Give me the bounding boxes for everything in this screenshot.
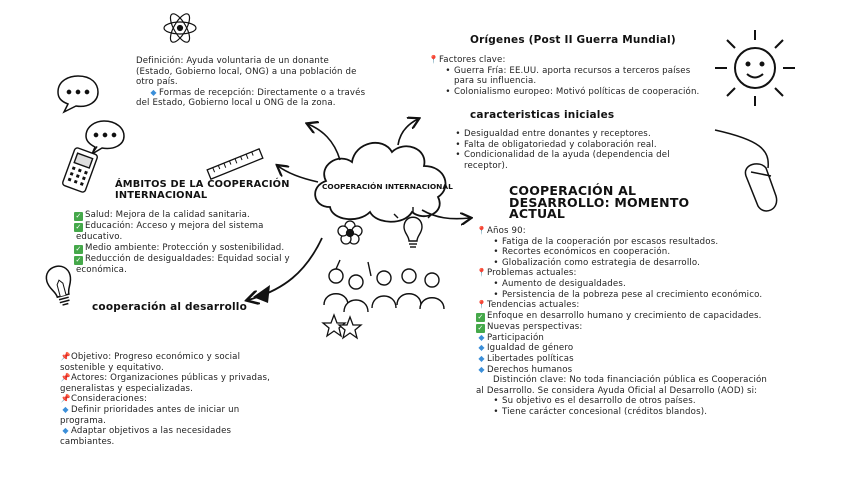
bullet-icon: •: [455, 129, 461, 139]
check-icon: ✓: [75, 255, 82, 264]
speech-bubble-icon: [58, 76, 124, 154]
diamond-icon: ◆: [62, 426, 69, 436]
check-icon: ✓: [477, 312, 484, 321]
star-icon: [323, 315, 361, 338]
bullet-icon: •: [493, 406, 499, 417]
diamond-icon: ◆: [478, 332, 485, 342]
definition-line: del Estado, Gobierno local u ONG de la zona.: [136, 98, 336, 109]
pin-icon: 📍: [476, 268, 487, 278]
atom-icon: [164, 11, 196, 45]
diamond-icon: ◆: [478, 364, 485, 374]
check-icon: ✓: [75, 244, 82, 253]
lightbulb-icon: [44, 264, 77, 308]
development-title: cooperación al desarrollo: [92, 301, 248, 313]
pin-icon: 📍: [476, 226, 487, 235]
development-block: 📌Objetivo: Progreso económico y social sostenible y equitativo. 📌Actores: Organizaciones públicas y privadas, generalistas y especializadas. 📌Consideraciones: ◆ Definir prioridades antes de iniciar un programa. ◆ Adaptar objetivos a las necesidades cambiantes.: [60, 352, 271, 447]
areas-title: ÁMBITOS DE LA COOPERACIÓN INTERNACIONAL: [115, 179, 290, 201]
pin-icon: 📍: [476, 300, 487, 310]
initial-title: caracteristicas iniciales: [470, 109, 615, 121]
definition-line: otro país.: [136, 77, 178, 88]
pin-icon: 📍: [428, 55, 439, 64]
check-icon: ✓: [75, 212, 82, 220]
people-icon: [324, 260, 444, 312]
bullet-icon: •: [445, 65, 451, 76]
ruler-icon: [207, 149, 263, 179]
pushpin-icon: 📌: [60, 352, 71, 361]
pennant-icon: [253, 285, 270, 303]
definition-line: Definición: Ayuda voluntaria de un donante: [136, 56, 329, 66]
bullet-icon: •: [493, 247, 499, 258]
flower-icon: [338, 221, 362, 244]
origins-title: Orígenes (Post II Guerra Mundial): [470, 34, 676, 46]
check-icon: ✓: [477, 323, 484, 332]
current-block: 📍Años 90: • Fatiga de la cooperación por escasos resultados. • Recortes económicos en cooperación. • Globalización como estrategia de desarrollo. 📍Problemas actuales: • Aumento de desigualdades. • Persistencia de la pobreza pese al crecimiento económico. 📍Tendencias actuales: ✓ Enfoque en desarrollo humano y crecimiento de capacidades. ✓ Nuevas perspectivas: ◆ Participación ◆ Igualdad de género ◆ Libertades políticas ◆ Derechos humanos Distinción clave: No toda financiación pública es Cooperación al Desarrollo. Se considera Ayuda Oficial al Desarrollo (AOD) si: • Su objetivo es el desarrollo de otros países. • Tiene carácter concesional (créditos blandos).: [476, 226, 767, 417]
bullet-icon: •: [445, 86, 451, 97]
initial-block: • Desigualdad entre donantes y receptores. • Falta de obligatoriedad y colaboración real. • Condicionalidad de la ayuda (dependencia del receptor).: [452, 129, 670, 171]
bullet-icon: •: [493, 278, 499, 289]
bullet-icon: •: [493, 236, 499, 247]
sun-icon: [715, 30, 795, 106]
bullet-icon: •: [455, 150, 461, 161]
origins-factors: Factores clave:: [439, 55, 506, 65]
diamond-icon: ◆: [478, 353, 485, 363]
definition-line: ◆ Formas de recepción: Directamente o a través: [136, 88, 365, 99]
pushpin-icon: 📌: [60, 394, 71, 404]
bullet-icon: •: [493, 396, 499, 407]
current-title: COOPERACIÓN AL DESARROLLO: MOMENTO ACTUAL: [509, 183, 690, 221]
arrow-to-definition: [308, 124, 340, 160]
definition-block: [136, 56, 365, 109]
mouse-icon: [715, 130, 777, 211]
areas-block: ✓ Salud: Mejora de la calidad sanitaria. ✓ Educación: Acceso y mejora del sistema educativo. ✓ Medio ambiente: Protección y sostenibilidad. ✓ Reducción de desigualdades: Equidad social y económica.: [75, 210, 290, 275]
center-title: COOPERACIÓN INTERNACIONAL: [322, 182, 453, 191]
pushpin-icon: 📌: [60, 373, 71, 383]
diamond-icon: ◆: [478, 343, 485, 353]
check-icon: ✓: [75, 223, 82, 231]
definition-line: (Estado, Gobierno local, ONG) a una población de: [136, 66, 357, 77]
bullet-icon: •: [493, 289, 499, 300]
origins-block: 📍Factores clave: • Guerra Fría: EE.UU. aporta recursos a terceros países para su influencia. • Colonialismo europeo: Motivó políticas de cooperación.: [428, 55, 700, 97]
bullet-icon: •: [493, 257, 499, 268]
arrow-to-origins: [398, 119, 418, 145]
diamond-icon: ◆: [62, 404, 69, 414]
diamond-icon: ◆: [150, 87, 157, 97]
bullet-icon: •: [455, 139, 461, 150]
